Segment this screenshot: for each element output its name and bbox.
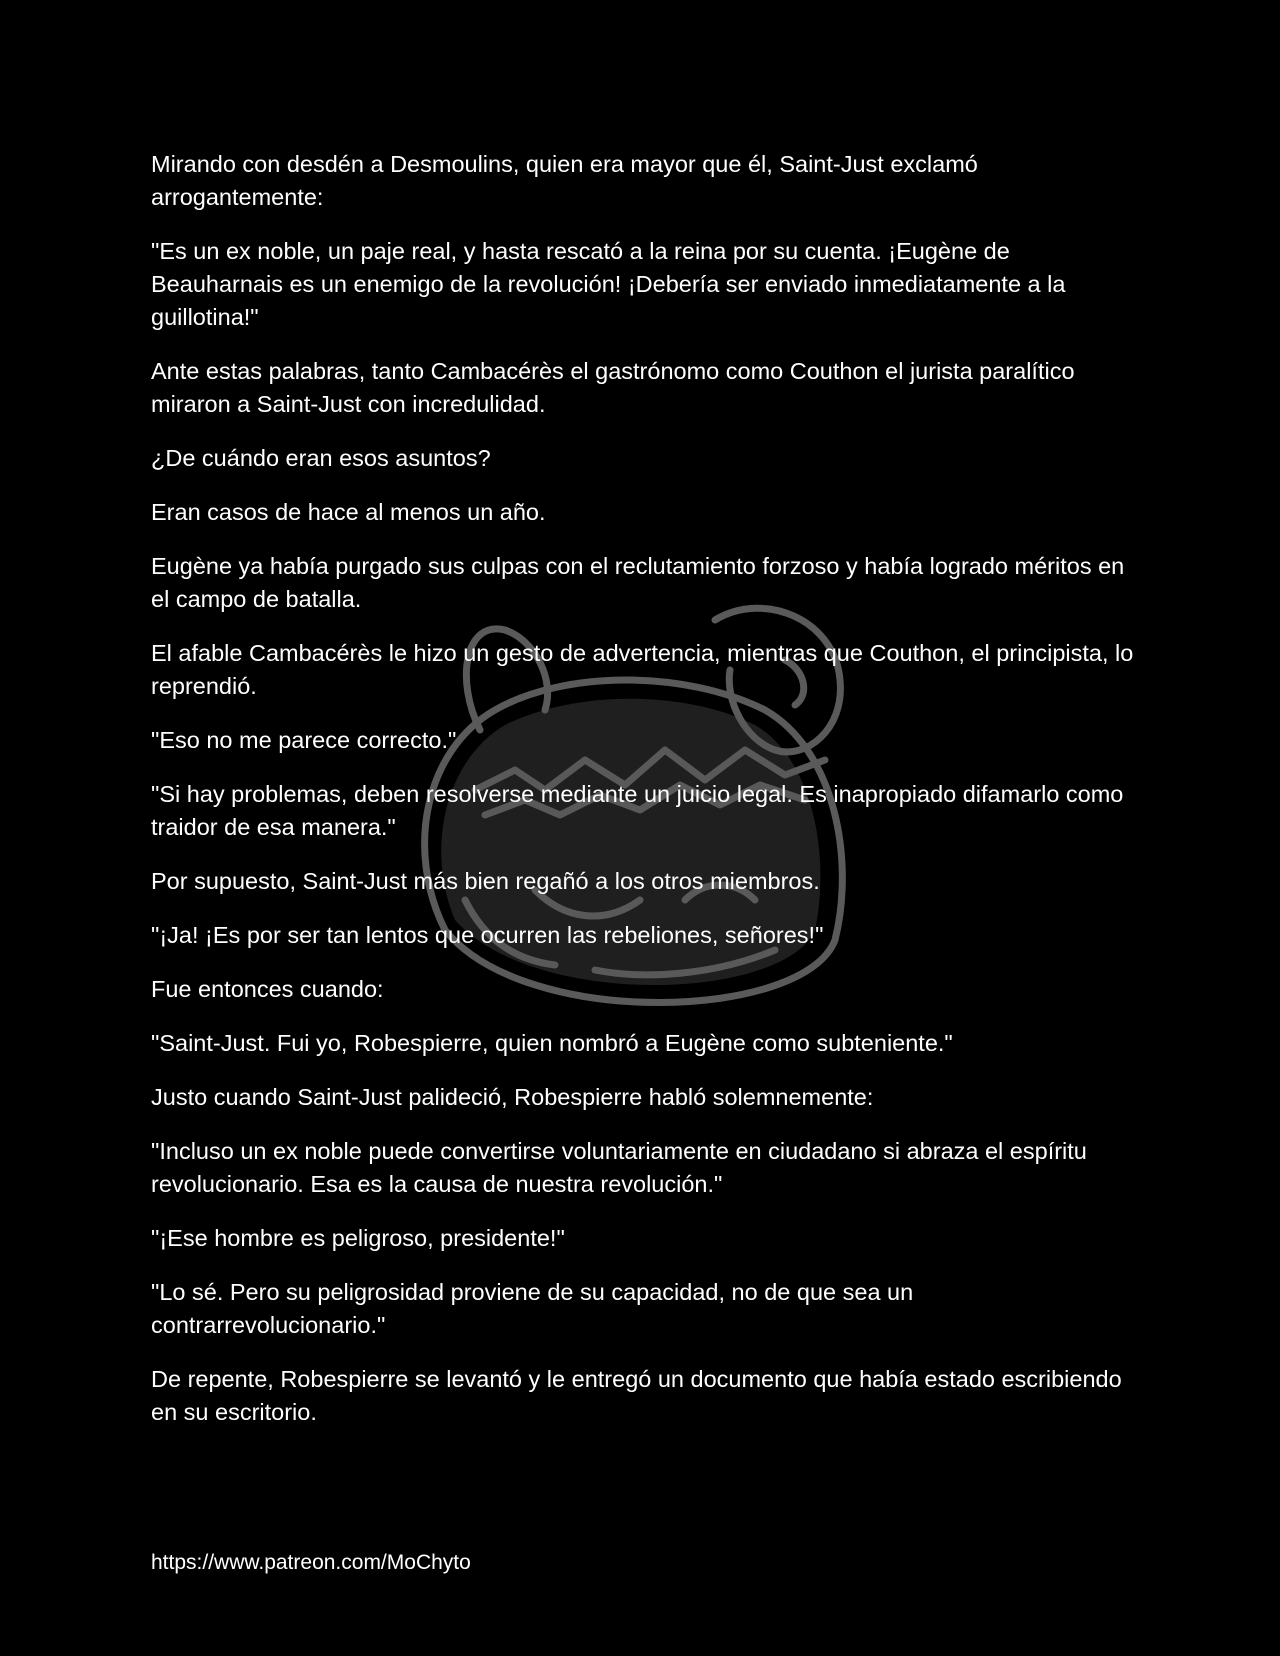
paragraph: "Lo sé. Pero su peligrosidad proviene de su capacidad, no de que sea un contrarrevolucionario." — [151, 1279, 914, 1338]
paragraph: "¡Ese hombre es peligroso, presidente!" — [151, 1225, 565, 1251]
paragraph: "Si hay problemas, deben resolverse mediante un juicio legal. Es inapropiado difamarlo como traidor de esa manera." — [151, 781, 1124, 840]
paragraph: Ante estas palabras, tanto Cambacérès el gastrónomo como Couthon el jurista paralítico miraron a Saint-Just con incredulidad. — [151, 358, 1075, 417]
paragraph: De repente, Robespierre se levantó y le entregó un documento que había estado escribiendo en su escritorio. — [151, 1366, 1122, 1425]
paragraph: "Eso no me parece correcto." — [151, 727, 457, 753]
patreon-link[interactable]: https://www.patreon.com/MoChyto — [151, 1551, 471, 1574]
paragraph: El afable Cambacérès le hizo un gesto de advertencia, mientras que Couthon, el principista, lo reprendió. — [151, 640, 1134, 699]
paragraph: "¡Ja! ¡Es por ser tan lentos que ocurren las rebeliones, señores!" — [151, 922, 824, 948]
paragraph: ¿De cuándo eran esos asuntos? — [151, 445, 491, 471]
document-body — [151, 148, 1141, 1450]
paragraph: Mirando con desdén a Desmoulins, quien era mayor que él, Saint-Just exclamó arrogantemente: — [151, 151, 978, 210]
paragraph: "Es un ex noble, un paje real, y hasta rescató a la reina por su cuenta. ¡Eugène de Beauharnais es un enemigo de la revolución! ¡Debería ser enviado inmediatamente a la guillotina!" — [151, 238, 1066, 330]
paragraph: "Saint-Just. Fui yo, Robespierre, quien nombró a Eugène como subteniente." — [151, 1030, 953, 1056]
paragraph: Eran casos de hace al menos un año. — [151, 499, 546, 525]
paragraph: Justo cuando Saint-Just palideció, Robespierre habló solemnemente: — [151, 1084, 874, 1110]
paragraph: Por supuesto, Saint-Just más bien regañó a los otros miembros. — [151, 868, 820, 894]
paragraph: Eugène ya había purgado sus culpas con el reclutamiento forzoso y había logrado méritos en el campo de batalla. — [151, 553, 1125, 612]
paragraph: "Incluso un ex noble puede convertirse voluntariamente en ciudadano si abraza el espíritu revolucionario. Esa es la causa de nuestra revolución." — [151, 1138, 1087, 1197]
paragraph: Fue entonces cuando: — [151, 976, 384, 1002]
